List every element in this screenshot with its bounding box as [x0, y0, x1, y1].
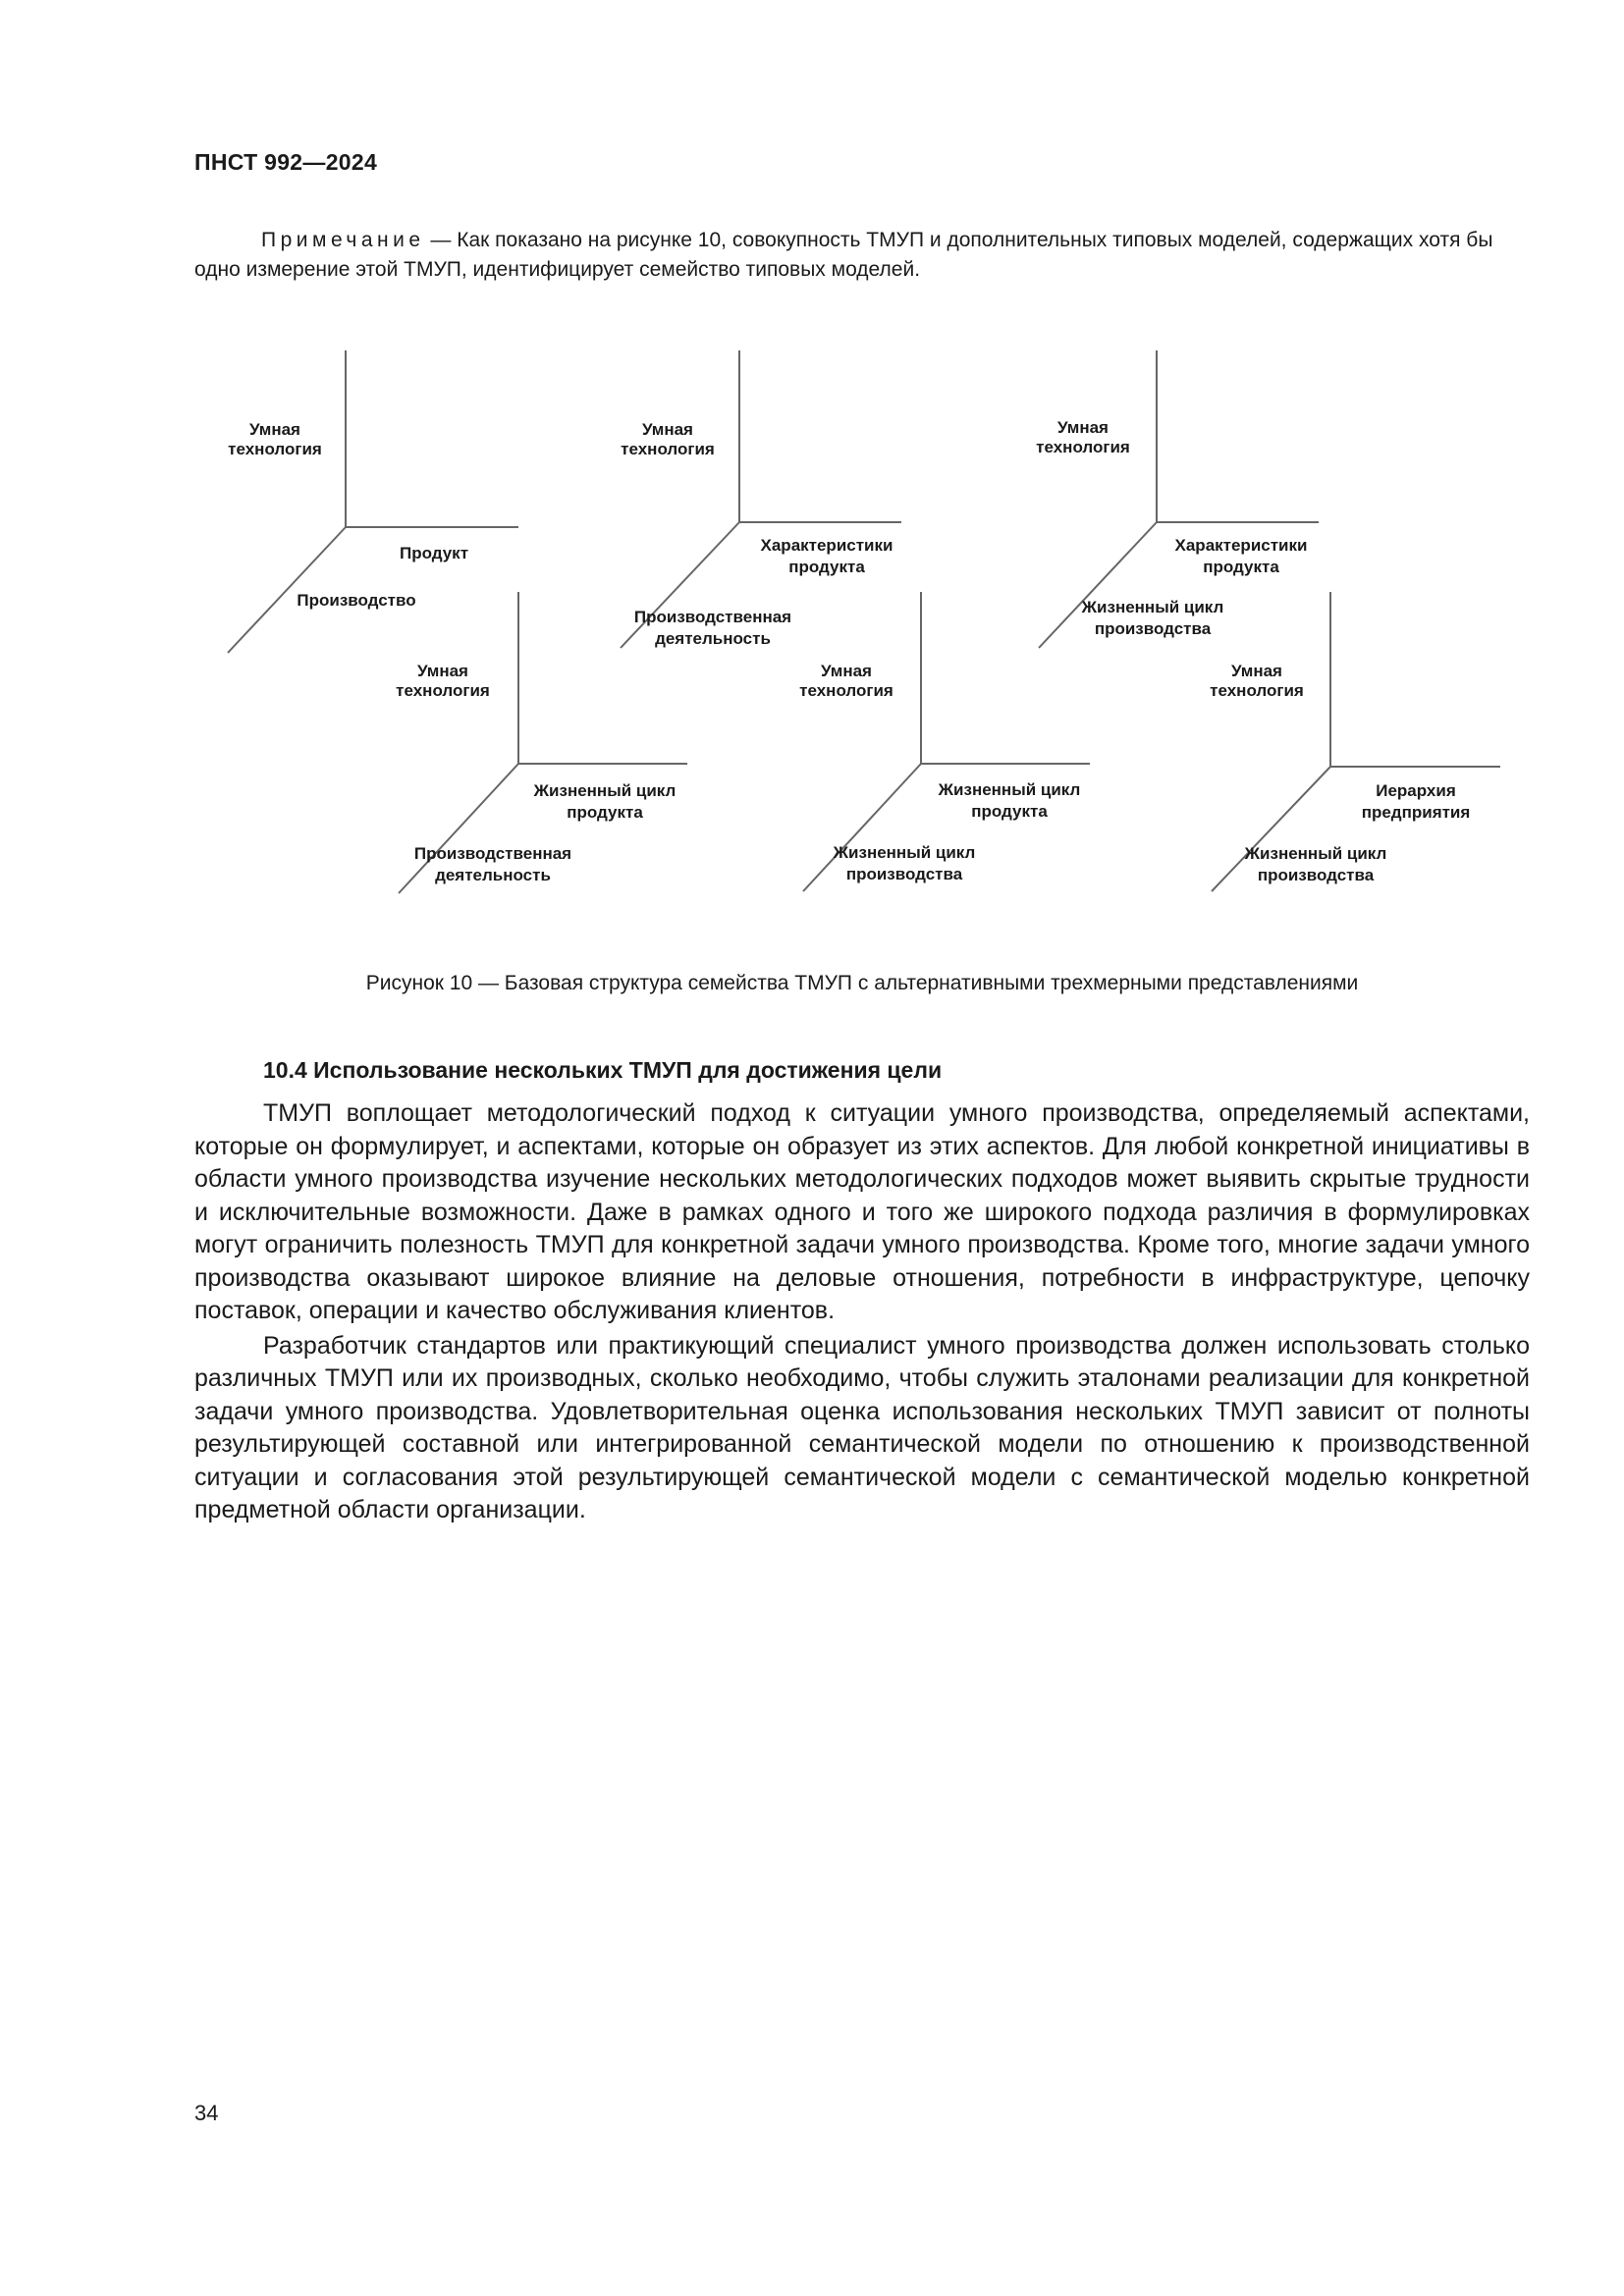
label-diagonal: Производство [297, 591, 416, 610]
figure-10 [194, 339, 1530, 908]
label-right: Продукт [399, 544, 469, 562]
label-right: Характеристики продукта [760, 536, 893, 576]
label-vertical: Умная технология [228, 420, 322, 458]
page-number: 34 [194, 2101, 219, 2125]
label-diagonal: Производственная деятельность [413, 844, 572, 884]
diagram-6 [1210, 592, 1500, 891]
diagram-5 [799, 592, 1090, 891]
figure-caption: Рисунок 10 — Базовая структура семейства ТМУП с альтернативными трехмерными представлениями [365, 972, 1359, 994]
paragraph: Разработчик стандартов или практикующий специалист умного производства должен использовать столько различных ТМУП или их производных, сколько необходимо, чтобы служить эталонами реализации для конкретной задачи умного производства. Удовлетворительная оценка использования нескольких ТМУП зависит от полноты результирующей составной или интегрированной семантической модели по отношению к производственной ситуации и согласования этой результирующей семантической модели с семантической моделью конкретной предметной области организации. [194, 1331, 1530, 1523]
label-vertical: Умная технология [396, 662, 490, 700]
label-diagonal: Жизненный цикл производства [833, 843, 976, 883]
axes-diagram [194, 339, 1530, 908]
label-diagonal: Жизненный цикл производства [1244, 844, 1387, 884]
label-right: Жизненный цикл продукта [533, 781, 677, 822]
label-vertical: Умная технология [621, 420, 715, 458]
label-diagonal: Жизненный цикл производства [1081, 598, 1224, 638]
note-block [194, 226, 1530, 285]
diagram-4 [396, 592, 687, 893]
diagram-2 [621, 350, 901, 648]
label-vertical: Умная технология [1036, 418, 1130, 456]
paragraph: ТМУП воплощает методологический подход к ситуации умного производства, определяемый аспектами, которые он формулирует, и аспектами, которые он образует из этих аспектов. Для любой конкретной инициативы в области умного производства изучение нескольких методологических подходов может выявить скрытые трудности и исключительные возможности. Даже в рамках одного и того же широкого подхода различия в формулировках могут ограничить полезность ТМУП для конкретной задачи умного производства. Кроме того, многие задачи умного производства оказывают широкое влияние на деловые отношения, потребности в инфраструктуре, цепочку поставок, операции и качество обслуживания клиентов. [194, 1099, 1530, 1324]
diagram-1 [228, 350, 518, 653]
label-diagonal: Производственная деятельность [633, 608, 792, 648]
section-heading: 10.4 Использование нескольких ТМУП для достижения цели [263, 1057, 943, 1083]
section-body [194, 1097, 1530, 1529]
label-right: Характеристики продукта [1174, 536, 1308, 576]
label-right: Жизненный цикл продукта [938, 780, 1081, 821]
axis-diagonal [228, 527, 346, 653]
note-text: — Как показано на рисунке 10, совокупность ТМУП и дополнительных типовых моделей, содержащих хотя бы одно измерение этой ТМУП, идентифицирует семейство типовых моделей. [194, 229, 1493, 281]
note-label: Примечание [261, 229, 425, 251]
label-vertical: Умная технология [1210, 662, 1304, 700]
diagram-3 [1036, 350, 1319, 648]
label-right: Иерархия предприятия [1361, 781, 1471, 822]
document-code: ПНСТ 992—2024 [194, 149, 378, 175]
label-vertical: Умная технология [799, 662, 893, 700]
